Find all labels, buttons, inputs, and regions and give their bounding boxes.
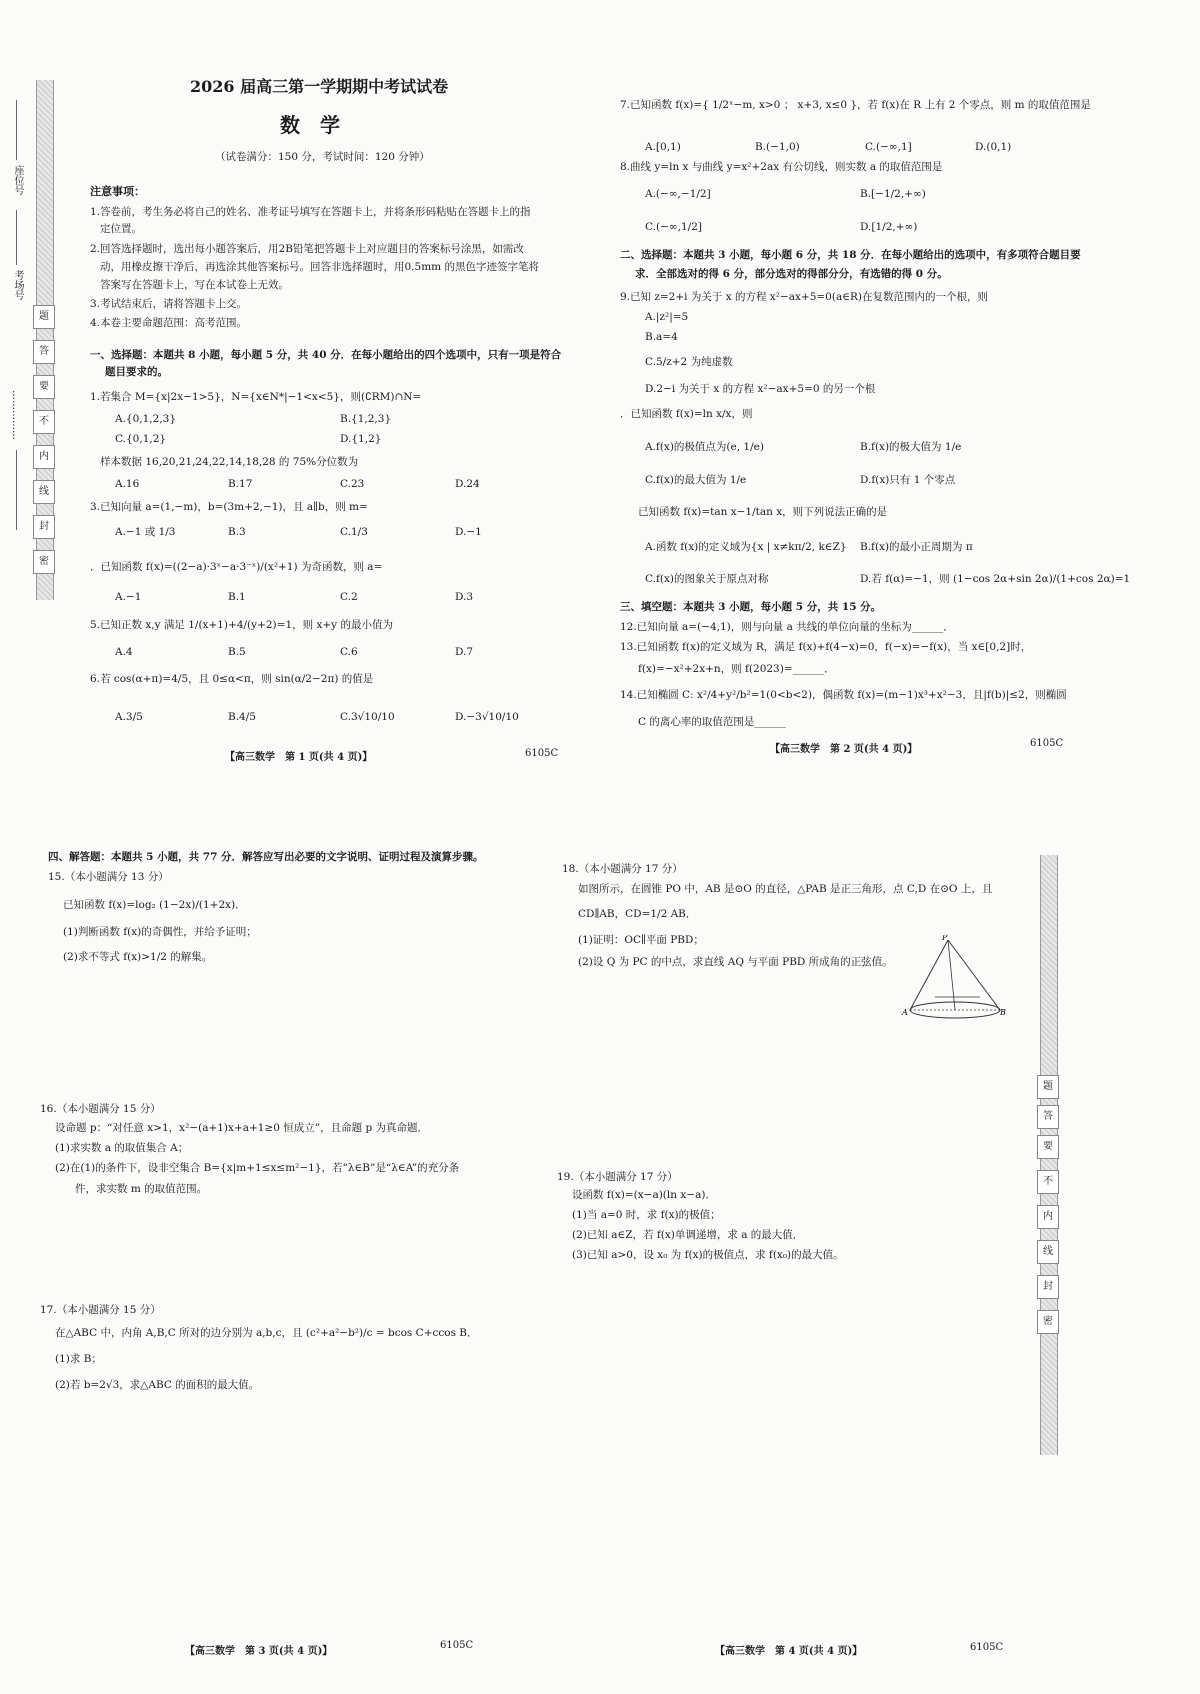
page-footer: 【高三数学 第 4 页(共 4 页)】	[715, 1646, 863, 1657]
question-18-body-cont: CD∥AB，CD=1/2 AB．	[578, 908, 697, 920]
section-4-heading: 四、解答题：本题共 5 小题，共 77 分．解答应写出必要的文字说明、证明过程及演算步骤。	[48, 851, 484, 863]
option: B.17	[228, 478, 253, 490]
subject-title: 数 学	[280, 113, 340, 137]
option: B.3	[228, 526, 246, 538]
question-15-header: 15.（本小题满分 13 分）	[48, 871, 169, 883]
seal-char: 封	[1037, 1275, 1059, 1299]
question-15-part-2: (2)求不等式 f(x)>1/2 的解集。	[63, 951, 213, 963]
question-19-header: 19.（本小题满分 17 分）	[557, 1171, 678, 1183]
option: A.{0,1,2,3}	[115, 413, 177, 425]
option: D.f(x)只有 1 个零点	[860, 474, 956, 486]
label-p: P	[942, 935, 948, 942]
page-footer: 【高三数学 第 2 页(共 4 页)】	[770, 744, 918, 755]
question-11: 已知函数 f(x)=tan x−1/tan x，则下列说法正确的是	[638, 506, 888, 518]
cone-edge-right	[948, 940, 1000, 1010]
section-3-heading: 三、填空题：本题共 3 小题，每小题 5 分，共 15 分。	[620, 601, 882, 613]
question-12: 12.已知向量 a=(−4,1)，则与向量 a 共线的单位向量的坐标为______．	[620, 621, 954, 633]
exam-info: （试卷满分：150 分，考试时间：120 分钟）	[215, 151, 430, 163]
option: A.函数 f(x)的定义域为{x | x≠kπ/2, k∈Z}	[645, 541, 847, 553]
question-8: 8.曲线 y=ln x 与曲线 y=x²+2ax 有公切线，则实数 a 的取值范围是	[620, 161, 943, 173]
option: B.{1,2,3}	[340, 413, 392, 425]
section-1-heading: 一、选择题：本题共 8 小题，每小题 5 分，共 40 分．在每小题给出的四个选项中，只有一项是符合	[90, 349, 562, 361]
notice-line: 1.答卷前，考生务必将自己的姓名、准考证号填写在答题卡上，并将条形码粘贴在答题卡上的指	[90, 206, 531, 218]
question-6: 6.若 cos(α+π)=4/5，且 0≤α<π，则 sin(α/2−2π) 的值是	[90, 673, 374, 685]
option: B.a=4	[645, 331, 678, 343]
seal-char: 封	[33, 515, 55, 539]
option: D.[1/2,+∞)	[860, 221, 918, 233]
notice-line: 4.本卷主要命题范围：高考范围。	[90, 317, 248, 329]
question-17-part-1: (1)求 B；	[55, 1353, 102, 1365]
section-1-heading-cont: 题目要求的。	[105, 366, 168, 378]
option: D.3	[455, 591, 474, 603]
question-18-part-1: (1)证明：OC∥平面 PBD；	[578, 934, 704, 946]
question-15-part-1: (1)判断函数 f(x)的奇偶性，并给予证明；	[63, 926, 257, 938]
question-7: 7.已知函数 f(x)={ 1/2ˣ−m, x>0 ； x+3, x≤0 }，若 f(x)在 R 上有 2 个零点，则 m 的取值范围是	[620, 99, 1091, 111]
notice-line: 2.回答选择题时，选出每小题答案后，用2B铅笔把答题卡上对应题目的答案标号涂黑，如需改	[90, 243, 524, 255]
option: D.若 f(α)=−1，则 (1−cos 2α+sin 2α)/(1+cos 2α)=1	[860, 573, 1131, 585]
notice-line: 3.考试结束后，请将答题卡上交。	[90, 298, 248, 310]
question-19-body: 设函数 f(x)=(x−a)(ln x−a)．	[572, 1189, 716, 1201]
page-code: 6105C	[440, 1640, 474, 1651]
option: D.(0,1)	[975, 141, 1012, 153]
option: C.6	[340, 646, 358, 658]
option: C.(−∞,1]	[865, 141, 912, 153]
page-code: 6105C	[970, 1642, 1004, 1653]
question-16-part-2-cont: 件，求实数 m 的取值范围。	[75, 1183, 208, 1195]
seal-char: 内	[1037, 1205, 1059, 1229]
question-3: 3.已知向量 a=(1,−m)，b=(3m+2,−1)，且 a∥b，则 m=	[90, 501, 368, 513]
notice-line: 定位置。	[100, 223, 142, 235]
section-2-heading-cont: 求．全部选对的得 6 分，部分选对的得部分分，有选错的得 0 分。	[635, 268, 948, 280]
option: A.16	[115, 478, 140, 490]
page-code: 6105C	[1030, 738, 1064, 749]
seal-char: 线	[33, 480, 55, 504]
option: C.f(x)的最大值为 1/e	[645, 474, 747, 486]
option: B.5	[228, 646, 246, 658]
option: C.1/3	[340, 526, 368, 538]
option: A.|z²|=5	[645, 311, 689, 323]
page-footer: 【高三数学 第 1 页(共 4 页)】	[225, 752, 373, 763]
question-5: 5.已知正数 x,y 满足 1/(x+1)+4/(y+2)=1，则 x+y 的最小值为	[90, 619, 393, 631]
seal-char: 要	[1037, 1135, 1059, 1159]
option: D.−1	[455, 526, 482, 538]
question-18-header: 18.（本小题满分 17 分）	[562, 863, 683, 875]
option: C.3√10/10	[340, 711, 395, 723]
page-code: 6105C	[525, 748, 559, 759]
question-14: 14.已知椭圆 C: x²/4+y²/b²=1(0<b<2)，偶函数 f(x)=(m−1)x³+x²−3，且|f(b)|≤2，则椭圆	[620, 689, 1067, 701]
option: D.24	[455, 478, 480, 490]
option: C.{0,1,2}	[115, 433, 167, 445]
option: D.{1,2}	[340, 433, 382, 445]
seal-char: 题	[1037, 1075, 1059, 1099]
question-14-cont: C 的离心率的取值范围是______	[638, 716, 786, 728]
question-4: ．已知函数 f(x)=((2−a)·3ˣ−a·3⁻ˣ)/(x²+1) 为奇函数，则 a=	[90, 561, 383, 573]
seal-char: 不	[1037, 1170, 1059, 1194]
option: B.f(x)的最小正周期为 π	[860, 541, 973, 553]
label-b: B	[1000, 1008, 1006, 1017]
cone-figure	[900, 935, 1010, 1025]
exam-title: 2026 届高三第一学期期中考试试卷	[190, 77, 449, 96]
question-19-part-3: (3)已知 a>0，设 x₀ 为 f(x)的极值点，求 f(x₀)的最大值。	[572, 1249, 844, 1261]
option: B.4/5	[228, 711, 256, 723]
seal-char: 要	[33, 375, 55, 399]
question-9: 9.已知 z=2+i 为关于 x 的方程 x²−ax+5=0(a∈R)在复数范围内的一个根，则	[620, 291, 988, 303]
section-2-heading: 二、选择题：本题共 3 小题，每小题 6 分，共 18 分．在每小题给出的选项中，有多项符合题目要	[620, 249, 1081, 261]
seal-char: 答	[33, 340, 55, 364]
seal-char: 线	[1037, 1240, 1059, 1264]
seal-char: 题	[33, 305, 55, 329]
option: A.−1 或 1/3	[115, 526, 176, 538]
question-16-body: 设命题 p：“对任意 x>1，x²−(a+1)x+a+1≥0 恒成立”，且命题 p 为真命题．	[55, 1122, 429, 1134]
option: A.(−∞,−1/2]	[645, 188, 711, 200]
option: A.3/5	[115, 711, 143, 723]
question-19-part-2: (2)已知 a∈Z，若 f(x)单调递增，求 a 的最大值．	[572, 1229, 804, 1241]
question-16-header: 16.（本小题满分 15 分）	[40, 1103, 161, 1115]
seal-char: 答	[1037, 1105, 1059, 1129]
option: B.f(x)的极大值为 1/e	[860, 441, 962, 453]
question-16-part-1: (1)求实数 a 的取值集合 A；	[55, 1142, 189, 1154]
option: A.f(x)的极值点为(e, 1/e)	[645, 441, 764, 453]
cone-edge-left	[910, 940, 948, 1010]
question-18-part-2: (2)设 Q 为 PC 的中点，求直线 AQ 与平面 PBD 所成角的正弦值。	[578, 956, 893, 968]
notice-title: 注意事项：	[90, 185, 145, 198]
seal-char: 内	[33, 445, 55, 469]
option: C.23	[340, 478, 365, 490]
seal-char: 密	[1037, 1310, 1059, 1334]
question-13: 13.已知函数 f(x)的定义域为 R，满足 f(x)+f(4−x)=0，f(−x)=−f(x)，当 x∈[0,2]时，	[620, 641, 1032, 653]
seal-char: 不	[33, 410, 55, 434]
seal-char: 密	[33, 550, 55, 574]
option: D.7	[455, 646, 474, 658]
cone-axis	[948, 940, 955, 1010]
option: C.2	[340, 591, 358, 603]
option: B.1	[228, 591, 246, 603]
option: B.(−1,0)	[755, 141, 800, 153]
question-17-header: 17.（本小题满分 15 分）	[40, 1304, 161, 1316]
option: A.[0,1)	[645, 141, 681, 153]
question-10: ．已知函数 f(x)=ln x/x，则	[620, 408, 753, 420]
option: D.2−i 为关于 x 的方程 x²−ax+5=0 的另一个根	[645, 383, 876, 395]
notice-line: 动，用橡皮擦干净后，再选涂其他答案标号。回答非选择题时，用0.5mm 的黑色字迹签字笔将	[100, 261, 539, 273]
label-a: A	[902, 1008, 908, 1017]
option: C.f(x)的图象关于原点对称	[645, 573, 769, 585]
seat-number-label: 座位号	[12, 165, 23, 195]
notice-line: 答案写在答题卡上，写在本试卷上无效。	[100, 279, 289, 291]
dotted-line-label: ……………	[10, 390, 21, 440]
exam-room-label: 考场号	[12, 270, 23, 300]
question-16-part-2: (2)在(1)的条件下，设非空集合 B={x|m+1≤x≤m²−1}，若“λ∈B”是“λ∈A”的充分条	[55, 1162, 460, 1174]
question-1: 1.若集合 M={x|2x−1>5}，N={x∈N*|−1<x<5}，则(∁RM)∩N=	[90, 391, 422, 403]
option: B.[−1/2,+∞)	[860, 188, 926, 200]
option: A.−1	[115, 591, 142, 603]
question-19-part-1: (1)当 a=0 时，求 f(x)的极值；	[572, 1209, 721, 1221]
question-15-body: 已知函数 f(x)=log₂ (1−2x)/(1+2x)．	[63, 899, 246, 911]
page-footer: 【高三数学 第 3 页(共 4 页)】	[185, 1646, 333, 1657]
option: C.(−∞,1/2]	[645, 221, 702, 233]
option: C.5/z+2 为纯虚数	[645, 356, 733, 368]
question-17-part-2: (2)若 b=2√3，求△ABC 的面积的最大值。	[55, 1379, 260, 1391]
question-18-body: 如图所示，在圆锥 PO 中，AB 是⊙O 的直径，△PAB 是正三角形，点 C,D 在⊙O 上，且	[578, 883, 993, 895]
question-17-body: 在△ABC 中，内角 A,B,C 所对的边分别为 a,b,c，且 (c²+a²−b²)/c = bcos C+ccos B．	[55, 1327, 478, 1339]
option: A.4	[115, 646, 133, 658]
question-2: 样本数据 16,20,21,24,22,14,18,28 的 75%分位数为	[100, 456, 359, 468]
question-13-cont: f(x)=−x²+2x+n，则 f(2023)=______．	[638, 663, 835, 675]
option: D.−3√10/10	[455, 711, 519, 723]
